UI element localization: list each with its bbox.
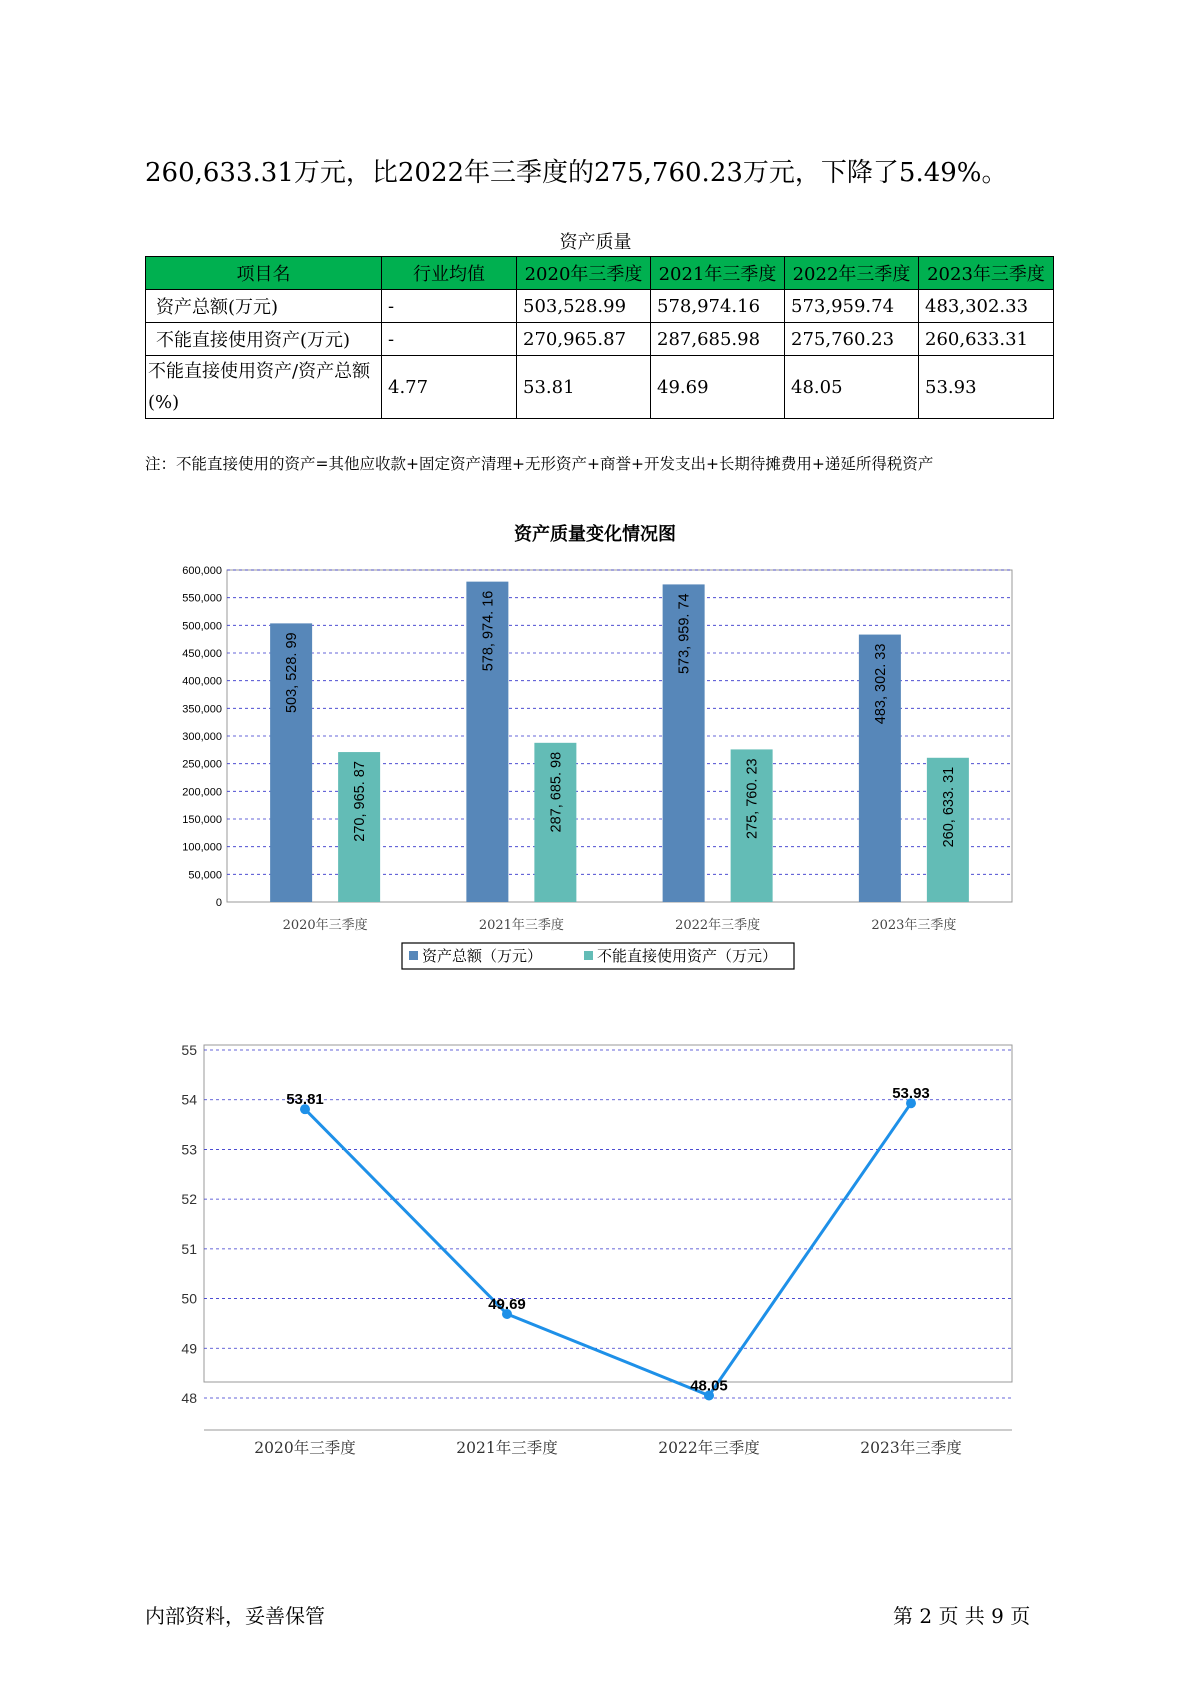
y-tick-label: 53 bbox=[181, 1141, 197, 1158]
plot-area bbox=[204, 1045, 1012, 1382]
y-tick-label: 49 bbox=[181, 1340, 197, 1357]
table-cell: 48.05 bbox=[785, 356, 919, 419]
y-tick-label: 400,000 bbox=[182, 675, 222, 688]
table-row bbox=[146, 323, 1054, 356]
table-cell: 4.77 bbox=[382, 356, 517, 419]
header-2021q3: 2021年三季度 bbox=[651, 257, 785, 290]
y-tick-label: 300,000 bbox=[182, 731, 222, 743]
table-cell: 287,685.98 bbox=[651, 323, 785, 356]
y-tick-label: 50 bbox=[181, 1290, 197, 1307]
row-label: 不能直接使用资产(万元) bbox=[146, 323, 382, 356]
asset-quality-bar-chart bbox=[0, 515, 1191, 975]
y-tick-label: 50,000 bbox=[188, 869, 222, 882]
header-item-name: 项目名 bbox=[146, 257, 382, 290]
table-cell: 53.93 bbox=[919, 356, 1054, 419]
table-cell: 275,760.23 bbox=[785, 323, 919, 356]
footer-page-number: 第 2 页 共 9 页 bbox=[893, 1604, 1031, 1628]
x-tick-label: 2021年三季度 bbox=[478, 918, 564, 933]
y-tick-label: 51 bbox=[181, 1240, 197, 1257]
bar-value-label: 270, 965. 87 bbox=[352, 761, 369, 842]
header-2022q3: 2022年三季度 bbox=[785, 257, 919, 290]
data-label: 53.93 bbox=[892, 1085, 930, 1103]
y-tick-label: 48 bbox=[181, 1390, 197, 1406]
row-label: 资产总额(万元) bbox=[146, 290, 382, 323]
asset-ratio-line-chart bbox=[0, 1030, 1191, 1470]
table-cell: - bbox=[382, 323, 517, 356]
table-cell: 260,633.31 bbox=[919, 323, 1054, 356]
legend-label: 不能直接使用资产（万元） bbox=[597, 947, 778, 965]
bar-value-label: 573, 959. 74 bbox=[676, 593, 693, 675]
table-note: 注：不能直接使用的资产=其他应收款+固定资产清理+无形资产+商誉+开发支出+长期待摊费用+递延所得税资产 bbox=[145, 455, 934, 473]
x-tick-label: 2020年三季度 bbox=[282, 918, 368, 933]
y-tick-label: 55 bbox=[181, 1042, 197, 1058]
y-tick-label: 150,000 bbox=[182, 814, 222, 826]
table-cell: 503,528.99 bbox=[517, 290, 651, 323]
y-tick-label: 500,000 bbox=[182, 620, 222, 633]
x-tick-label: 2020年三季度 bbox=[254, 1439, 356, 1457]
table-cell: 483,302.33 bbox=[919, 290, 1054, 323]
bar-value-label: 287, 685. 98 bbox=[548, 751, 565, 833]
x-tick-label: 2022年三季度 bbox=[675, 918, 761, 933]
data-label: 49.69 bbox=[488, 1295, 526, 1313]
table-cell: 49.69 bbox=[651, 356, 785, 419]
row-label: 不能直接使用资产/资产总额(%) bbox=[146, 356, 382, 419]
legend-label: 资产总额（万元） bbox=[422, 947, 543, 965]
y-tick-label: 450,000 bbox=[182, 648, 222, 660]
bar-value-label: 503, 528. 99 bbox=[284, 632, 301, 714]
table-row bbox=[146, 356, 1054, 419]
legend-swatch bbox=[584, 951, 593, 960]
bar-value-label: 578, 974. 16 bbox=[480, 590, 497, 672]
header-2023q3: 2023年三季度 bbox=[919, 257, 1054, 290]
y-tick-label: 350,000 bbox=[182, 703, 222, 716]
bar-value-label: 483, 302. 33 bbox=[872, 643, 889, 725]
y-tick-label: 54 bbox=[181, 1091, 197, 1108]
header-industry-avg: 行业均值 bbox=[382, 257, 517, 290]
data-label: 48.05 bbox=[690, 1377, 728, 1395]
y-tick-label: 600,000 bbox=[182, 565, 222, 577]
asset-quality-table bbox=[145, 256, 1054, 419]
y-tick-label: 200,000 bbox=[182, 786, 222, 799]
y-tick-label: 0 bbox=[215, 897, 222, 909]
y-tick-label: 250,000 bbox=[182, 758, 222, 771]
chart-title: 资产质量变化情况图 bbox=[514, 524, 676, 544]
table-cell: 573,959.74 bbox=[785, 290, 919, 323]
x-tick-label: 2022年三季度 bbox=[658, 1439, 760, 1457]
table-cell: - bbox=[382, 290, 517, 323]
table-cell: 53.81 bbox=[517, 356, 651, 419]
y-tick-label: 100,000 bbox=[182, 841, 222, 854]
y-tick-label: 550,000 bbox=[182, 592, 222, 605]
x-tick-label: 2023年三季度 bbox=[860, 1439, 962, 1457]
table-title: 资产质量 bbox=[559, 232, 632, 253]
header-2020q3: 2020年三季度 bbox=[517, 257, 651, 290]
x-tick-label: 2023年三季度 bbox=[871, 918, 957, 933]
footer-confidential: 内部资料，妥善保管 bbox=[145, 1604, 325, 1628]
data-label: 53.81 bbox=[286, 1091, 324, 1109]
bar-value-label: 260, 633. 31 bbox=[940, 766, 957, 848]
x-tick-label: 2021年三季度 bbox=[456, 1439, 558, 1457]
table-row bbox=[146, 290, 1054, 323]
series-line bbox=[305, 1103, 911, 1395]
bar-value-label: 275, 760. 23 bbox=[744, 758, 761, 840]
y-tick-label: 52 bbox=[181, 1191, 197, 1208]
table-cell: 270,965.87 bbox=[517, 323, 651, 356]
legend-swatch bbox=[409, 951, 418, 960]
table-header-row bbox=[146, 257, 1054, 290]
table-cell: 578,974.16 bbox=[651, 290, 785, 323]
intro-paragraph: 260,633.31万元，比2022年三季度的275,760.23万元，下降了5.49%。 bbox=[145, 158, 1008, 188]
